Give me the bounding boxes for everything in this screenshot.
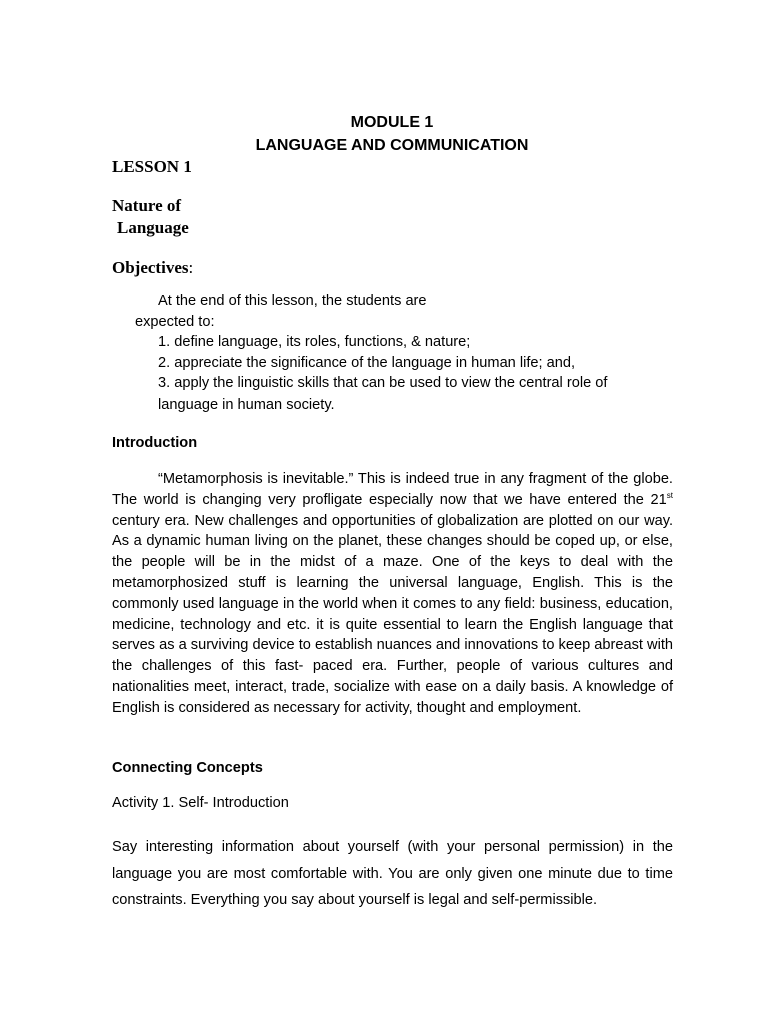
objectives-heading [112,258,193,278]
introduction-text-part2: century era. New challenges and opportunities of globalization are plotted on our way. As a dynamic human living on the planet, these changes should be coped up, or else, the people will be in the midst of a maze. One of the keys to deal with the metamorphosized stuff is learning the universal language, English. This is the commonly used language in the world when it comes to any field: business, education, medicine, technology and etc. it is quite essential to learn the English language that serves as a surviving device to establish nuances and innovations to keep abreast with the challenges of this fast- paced era. Further, people of various cultures and nationalities meet, interact, trade, socialize with ease on a daily basis. A knowledge of English is considered as necessary for activity, thought and employment. [112,512,673,716]
objectives-intro-line1: At the end of this lesson, the students are [158,293,427,309]
objective-item-1: 1. define language, its roles, functions, & nature; [158,334,471,350]
superscript-st: st [666,490,673,500]
objective-item-3: 3. apply the linguistic skills that can be used to view the central role of [158,375,608,391]
lesson-topic-line1: Nature of [112,196,182,215]
objectives-heading-colon: : [188,258,194,277]
objectives-intro-line2: expected to: [135,314,215,330]
objective-item-2: 2. appreciate the significance of the language in human life; and, [158,355,576,371]
introduction-text-part1: “Metamorphosis is inevitable.” This is indeed true in any fragment of the globe. The world is changing very profligate especially now that we have entered the 21 [112,471,673,508]
objectives-heading-text: Objectives [112,258,189,277]
connecting-concepts-heading: Connecting Concepts [112,760,263,776]
introduction-paragraph [112,469,673,719]
module-subtitle: LANGUAGE AND COMMUNICATION [255,137,529,154]
objective-item-3-continuation: language in human society. [158,397,335,413]
lesson-label: LESSON 1 [112,157,192,176]
activity-paragraph: Say interesting information about yourself (with your personal permission) in the language you are most comfortable with. You are only given one minute due to time constraints. Everything you say about yourself is legal and self-permissible. [112,839,673,908]
lesson-topic-line2: Language [117,218,189,237]
introduction-heading: Introduction [112,435,198,451]
activity-title: Activity 1. Self- Introduction [112,795,289,811]
module-title: MODULE 1 [350,114,434,131]
